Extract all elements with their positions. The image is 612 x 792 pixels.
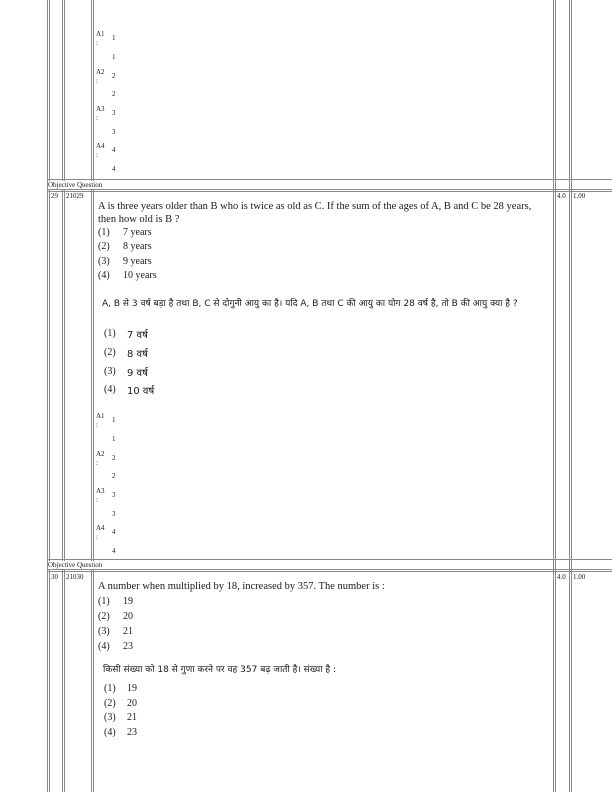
option-number: (1): [104, 683, 116, 694]
grid-line: [569, 0, 570, 792]
answer-repeat: 3: [112, 128, 116, 136]
option-number: (4): [98, 641, 110, 652]
option-text: 10 years: [123, 270, 157, 281]
answer-colon: :: [96, 114, 98, 122]
answer-repeat: 4: [112, 547, 116, 555]
grid-line: [62, 0, 63, 792]
answer-colon: :: [96, 77, 98, 85]
option-text: 20: [123, 611, 133, 622]
answer-colon: :: [96, 151, 98, 159]
answer-label: A2: [96, 68, 105, 76]
option-text: 19: [123, 596, 133, 607]
option-number: (3): [104, 366, 116, 377]
answer-repeat: 3: [112, 510, 116, 518]
grid-line: [91, 0, 92, 792]
option-number: (4): [104, 384, 116, 395]
grid-line: [553, 0, 554, 792]
question-serial: 29: [51, 192, 58, 200]
option-text: 20: [127, 698, 137, 709]
answer-value: 3: [112, 109, 116, 117]
answer-repeat: 4: [112, 165, 116, 173]
answer-repeat: 2: [112, 90, 116, 98]
option-number: (3): [98, 626, 110, 637]
answer-colon: :: [96, 39, 98, 47]
answer-colon: :: [96, 496, 98, 504]
question-type-label: Objective Question: [48, 561, 103, 569]
option-text: 7 years: [123, 227, 152, 238]
answer-label: A3: [96, 105, 105, 113]
answer-value: 3: [112, 491, 116, 499]
row-divider: [47, 179, 612, 180]
option-number: (3): [104, 712, 116, 723]
answer-label: A4: [96, 142, 105, 150]
answer-value: 1: [112, 34, 116, 42]
row-divider: [47, 189, 612, 190]
option-text: 21: [123, 626, 133, 637]
answer-value: 4: [112, 528, 116, 536]
option-text: 23: [127, 727, 137, 738]
answer-value: 4: [112, 146, 116, 154]
option-text: 10 वर्ष: [127, 386, 155, 397]
answer-repeat: 2: [112, 472, 116, 480]
grid-line: [555, 0, 556, 792]
option-text: 19: [127, 683, 137, 694]
option-number: (3): [98, 256, 110, 267]
answer-repeat: 1: [112, 435, 116, 443]
question-serial: 30: [51, 573, 58, 581]
answer-repeat: 1: [112, 53, 116, 61]
option-number: (1): [98, 596, 110, 607]
answer-value: 2: [112, 454, 116, 462]
answer-colon: :: [96, 421, 98, 429]
row-divider: [47, 559, 612, 560]
option-number: (1): [104, 328, 116, 339]
question-text-hindi: A, B से 3 वर्ष बड़ा है तथा B, C से दोगुनी आयु का है। यदि A, B तथा C की आयु का योग 28 वर्ष है, तो B की आयु क्या है ?: [102, 299, 518, 309]
row-divider: [47, 191, 612, 192]
question-id: 21029: [66, 192, 84, 200]
answer-value: 2: [112, 72, 116, 80]
question-text-english: A is three years older than B who is twice as old as C. If the sum of the ages of A, B and C be 28 years, then how old is B ?: [98, 201, 532, 225]
answer-colon: :: [96, 459, 98, 467]
grid-line: [93, 0, 94, 792]
answer-label: A1: [96, 30, 105, 38]
option-number: (1): [98, 227, 110, 238]
question-negative-marks: 1.00: [573, 192, 586, 200]
answer-colon: :: [96, 533, 98, 541]
grid-line: [47, 0, 48, 792]
option-text: 7 वर्ष: [127, 330, 148, 341]
answer-label: A4: [96, 524, 105, 532]
question-text-hindi: किसी संख्या को 18 से गुणा करने पर वह 357 बढ़ जाती है। संख्या है :: [103, 665, 337, 675]
question-type-label: Objective Question: [48, 181, 103, 189]
question-marks: 4.0: [557, 573, 566, 581]
row-divider: [47, 569, 612, 570]
option-text: 8 years: [123, 241, 152, 252]
option-text: 9 years: [123, 256, 152, 267]
option-text: 21: [127, 712, 137, 723]
question-negative-marks: 1.00: [573, 573, 586, 581]
option-number: (2): [98, 611, 110, 622]
answer-label: A2: [96, 450, 105, 458]
question-text-english: A number when multiplied by 18, increased by 357. The number is :: [98, 581, 385, 592]
option-number: (4): [98, 270, 110, 281]
answer-label: A1: [96, 412, 105, 420]
grid-line: [64, 0, 65, 792]
grid-line: [49, 0, 50, 792]
option-text: 8 वर्ष: [127, 349, 148, 360]
option-text: 23: [123, 641, 133, 652]
grid-line: [571, 0, 572, 792]
answer-label: A3: [96, 487, 105, 495]
option-number: (2): [98, 241, 110, 252]
option-text: 9 वर्ष: [127, 368, 148, 379]
option-number: (2): [104, 347, 116, 358]
question-marks: 4.0: [557, 192, 566, 200]
question-id: 21030: [66, 573, 84, 581]
row-divider: [47, 571, 612, 572]
option-number: (4): [104, 727, 116, 738]
answer-value: 1: [112, 416, 116, 424]
option-number: (2): [104, 698, 116, 709]
